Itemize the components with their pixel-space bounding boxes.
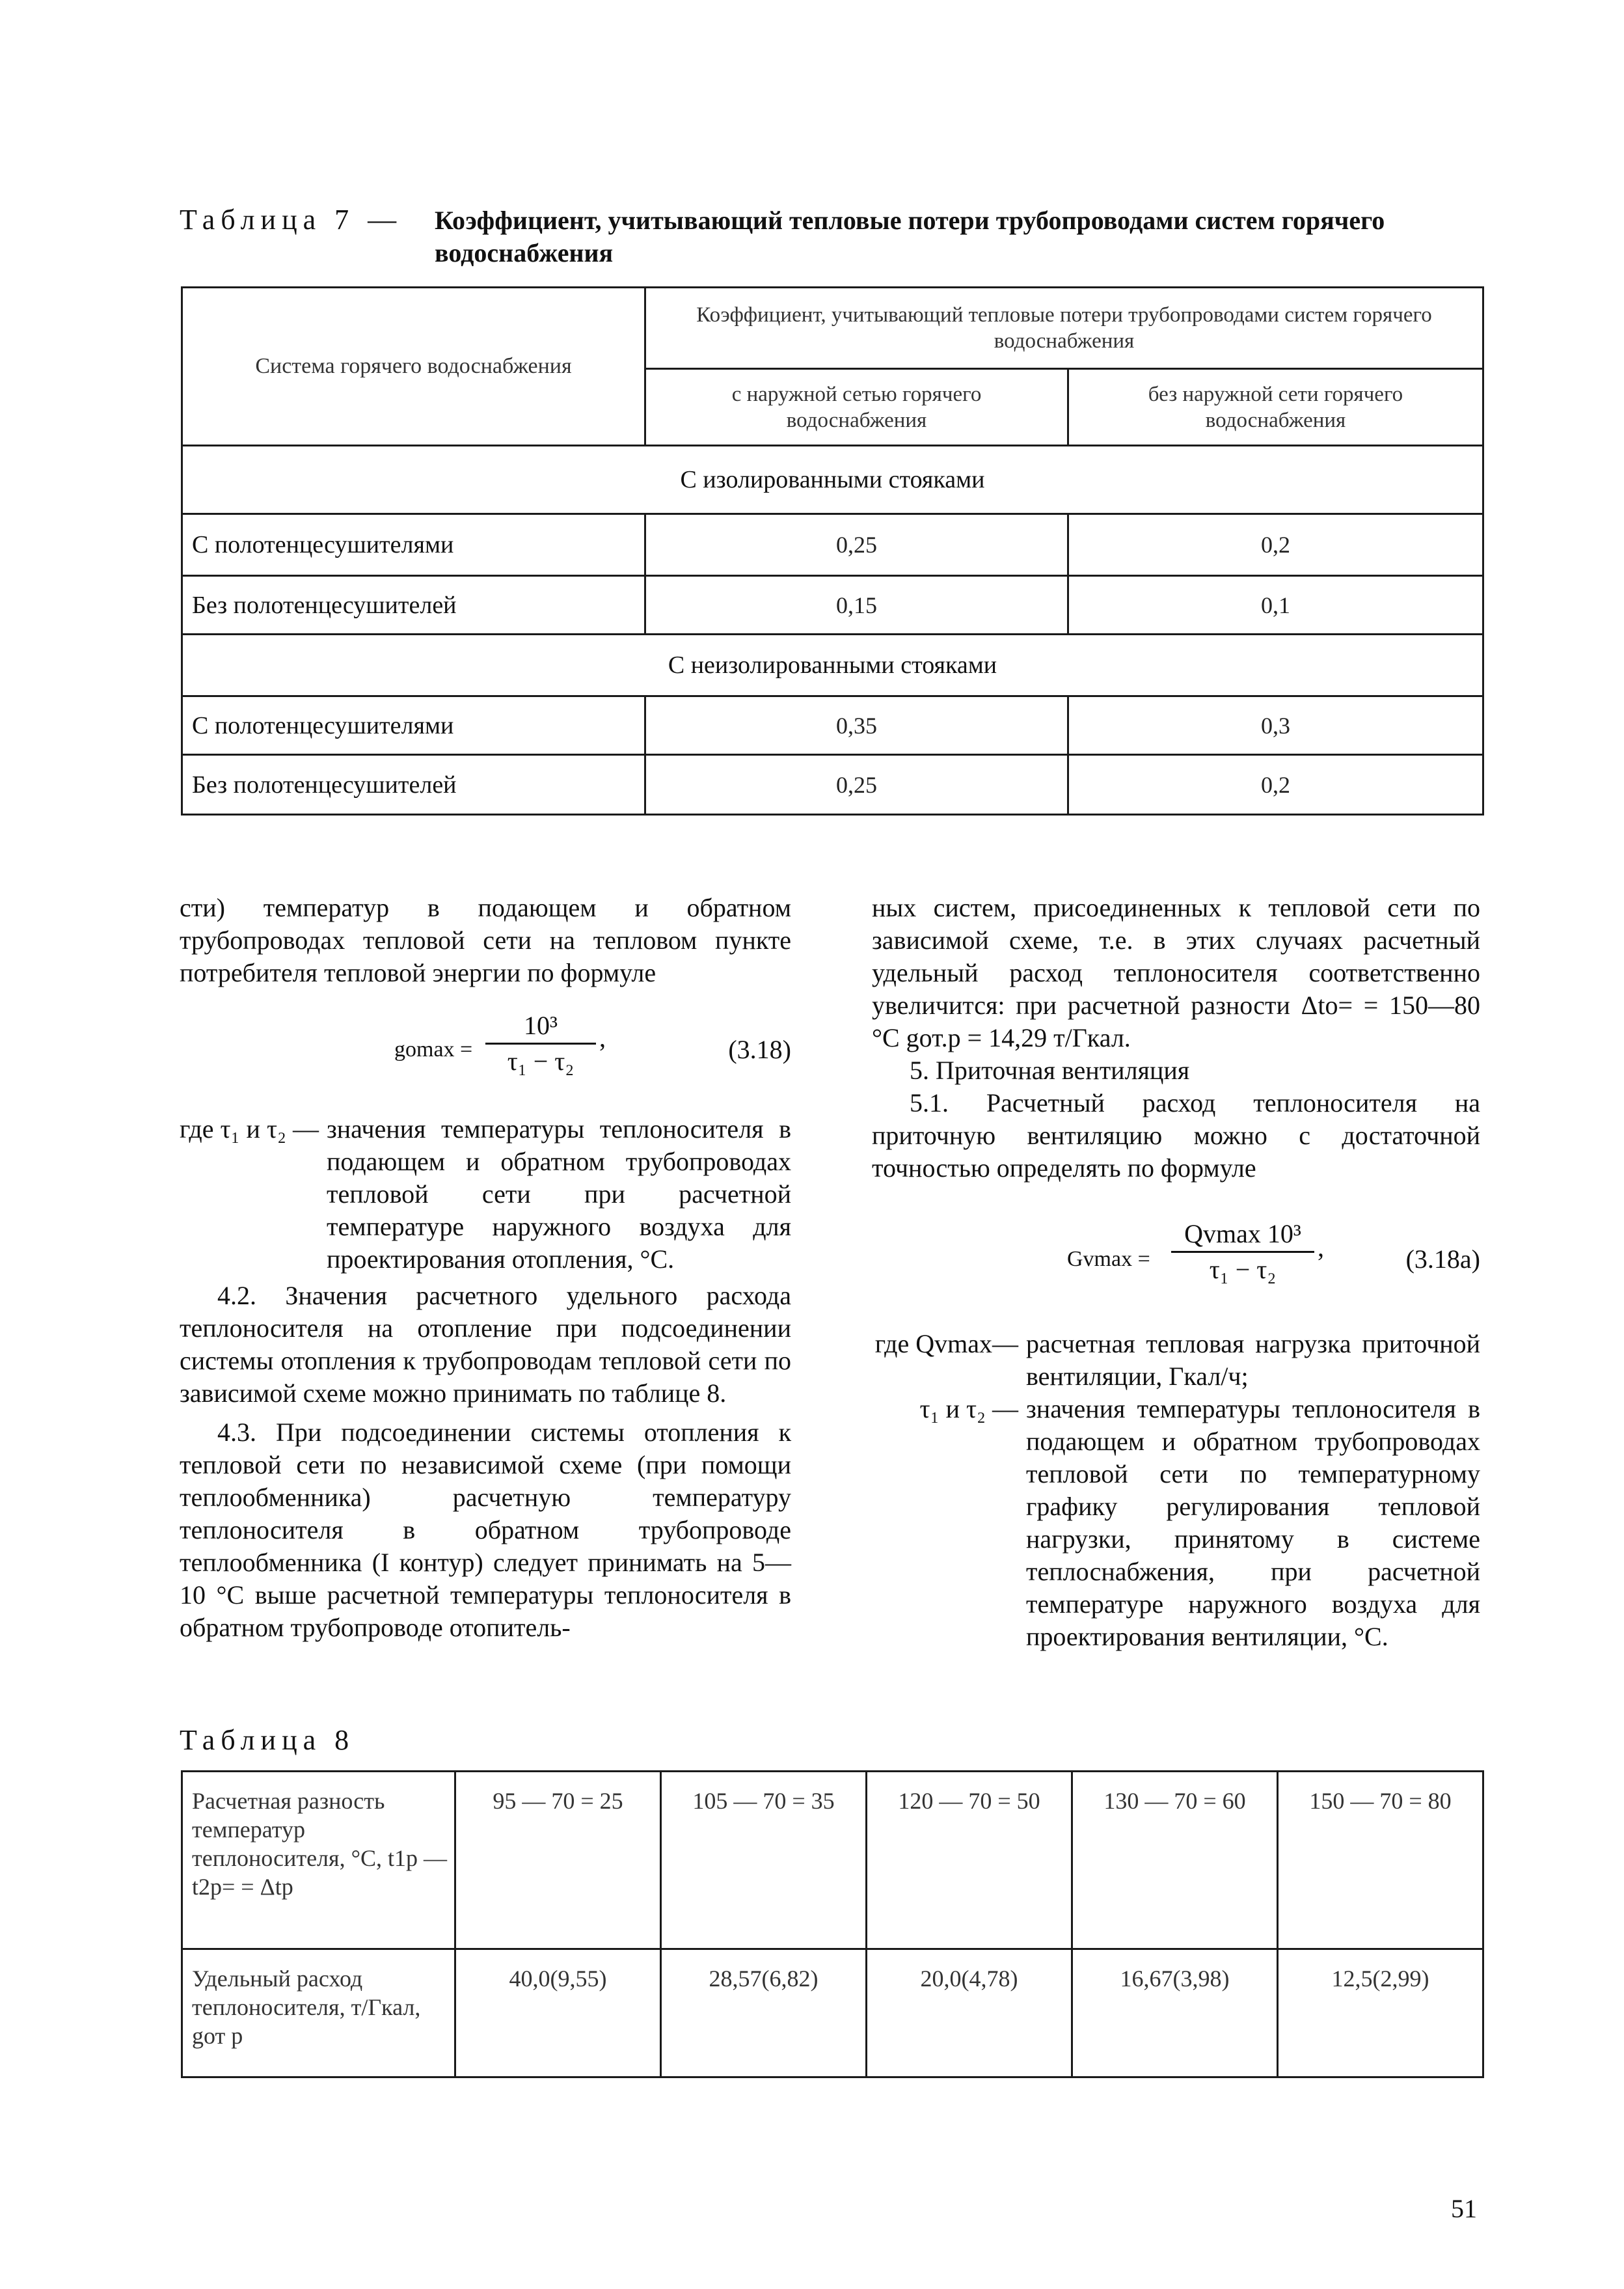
table7-cell-with: 0,15 bbox=[645, 576, 1068, 635]
table8-cell: 12,5(2,99) bbox=[1278, 1949, 1483, 2077]
where-definition: значения температуры теплоносителя в подающем и обратном трубопроводах тепловой сети по температурному графику регулирования тепловой нагрузки, принятому в системе теплоснабжения, при расчетной температуре наружного воздуха для проектирования вентиляции, °С. bbox=[1026, 1394, 1480, 1651]
table7-header-coef: Коэффициент, учитывающий тепловые потери трубопроводами систем горячего водоснабжения bbox=[645, 288, 1483, 369]
formula-lhs: gomax = bbox=[394, 1037, 473, 1062]
formula-number: (3.18а) bbox=[1405, 1244, 1480, 1274]
table7 bbox=[181, 286, 1484, 816]
table7-header-with: с наружной сетью горячего водоснабжения bbox=[645, 369, 1068, 446]
paragraph-4-2: 4.2. Значения расчетного удельного расхода теплоносителя на отопление при подсоединении системы отопления к трубопроводам тепловой сети по зависимой схеме можно принимать по таблице 8. bbox=[180, 1281, 791, 1408]
table7-cell-without: 0,2 bbox=[1068, 514, 1483, 576]
table7-label: Таблица 7 — bbox=[180, 204, 403, 236]
table7-cell-without: 0,3 bbox=[1068, 696, 1483, 755]
table7-row-label: С полотенцесушителями bbox=[182, 696, 645, 755]
where-definition: значения температуры теплоносителя в подающем и обратном трубопроводах тепловой сети при расчетной температуре наружного воздуха для проектирования отопления, °С. bbox=[326, 1114, 791, 1274]
formula-denominator: τ₁ − τ₂ bbox=[507, 1047, 575, 1076]
left-column bbox=[180, 892, 791, 1644]
table7-cell-without: 0,2 bbox=[1068, 755, 1483, 815]
formula-comma: , bbox=[599, 1023, 606, 1052]
formula-fraction bbox=[1171, 1217, 1314, 1287]
section-5-heading: 5. Приточная вентиляция bbox=[910, 1056, 1190, 1085]
table8-cell: 20,0(4,78) bbox=[867, 1949, 1072, 2077]
table8-cell: 16,67(3,98) bbox=[1072, 1949, 1278, 2077]
formula-lhs: Gvmax = bbox=[1067, 1247, 1150, 1271]
table8-cell: 120 — 70 = 50 bbox=[867, 1772, 1072, 1949]
table7-cell-without: 0,1 bbox=[1068, 576, 1483, 635]
table7-section-title: С неизолированными стояками bbox=[182, 635, 1483, 696]
where-clause bbox=[872, 1328, 1480, 1393]
table8-cell: 150 — 70 = 80 bbox=[1278, 1772, 1483, 1949]
where-clause bbox=[180, 1113, 791, 1276]
table8-cell: 28,57(6,82) bbox=[661, 1949, 867, 2077]
formula-numerator: 10³ bbox=[485, 1009, 596, 1045]
table7-row-label: Без полотенцесушителей bbox=[182, 576, 645, 635]
formula-3-18a bbox=[872, 1198, 1480, 1321]
page-number: 51 bbox=[1451, 2194, 1477, 2223]
right-column bbox=[872, 892, 1480, 1653]
table8-row-label: Удельный расход теплоносителя, т/Гкал, gот р bbox=[182, 1949, 455, 2077]
table8-cell: 95 — 70 = 25 bbox=[455, 1772, 661, 1949]
left-paragraph-intro: сти) температур в подающем и обратном трубопроводах тепловой сети на тепловом пункте потребителя тепловой энергии по формуле bbox=[180, 893, 791, 987]
table7-cell-with: 0,25 bbox=[645, 755, 1068, 815]
paragraph-5-1: 5.1. Расчетный расход теплоносителя на приточную вентиляцию можно с достаточной точностью определять по формуле bbox=[872, 1088, 1480, 1183]
table7-title: Коэффициент, учитывающий тепловые потери трубопроводами систем горячего водоснабжения bbox=[435, 206, 1385, 267]
where-definition: расчетная тепловая нагрузка приточной вентиляции, Гкал/ч; bbox=[1026, 1329, 1480, 1391]
right-paragraph-continuation: ных систем, присоединенных к тепловой сети по зависимой схеме, т.е. в этих случаях расчетный удельный расход теплоносителя соответственно увеличится: при расчетной разности Δtо= = 150—80 °С gот.р = 14,29 т/Гкал. bbox=[872, 893, 1480, 1052]
table8-row-label: Расчетная разность температур теплоносителя, °С, t1р — t2р= = Δtр bbox=[182, 1772, 455, 1949]
paragraph-4-3: 4.3. При подсоединении системы отопления к тепловой сети по независимой схеме (при помощи теплообменника) расчетную температуру теплоносителя в обратном трубопроводе теплообменника (I контур) следует принимать на 5—10 °С выше расчетной температуры теплоносителя в обратном трубопроводе отопитель- bbox=[180, 1418, 791, 1642]
where-term: где Qvmax— bbox=[874, 1329, 1018, 1358]
where-term: τ₁ и τ₂ — bbox=[919, 1394, 1018, 1423]
formula-numerator: Qvmax 10³ bbox=[1171, 1217, 1314, 1253]
formula-fraction bbox=[485, 1009, 596, 1078]
formula-comma: , bbox=[1318, 1233, 1324, 1262]
where-term: где τ₁ и τ₂ — bbox=[180, 1114, 319, 1144]
formula-denominator: τ₁ − τ₂ bbox=[1209, 1255, 1277, 1284]
table7-section-title: С изолированными стояками bbox=[182, 446, 1483, 514]
table7-cell-with: 0,35 bbox=[645, 696, 1068, 755]
table8 bbox=[181, 1770, 1484, 2078]
table8-label: Таблица 8 bbox=[180, 1724, 355, 1756]
table7-header-system: Система горячего водоснабжения bbox=[182, 288, 645, 446]
table7-cell-with: 0,25 bbox=[645, 514, 1068, 576]
formula-3-18 bbox=[180, 996, 791, 1106]
table8-cell: 40,0(9,55) bbox=[455, 1949, 661, 2077]
table7-header-without: без наружной сети горячего водоснабжения bbox=[1068, 369, 1483, 446]
table7-row-label: С полотенцесушителями bbox=[182, 514, 645, 576]
where-clause bbox=[872, 1393, 1480, 1653]
table7-row-label: Без полотенцесушителей bbox=[182, 755, 645, 815]
table8-cell: 105 — 70 = 35 bbox=[661, 1772, 867, 1949]
formula-number: (3.18) bbox=[728, 1035, 791, 1064]
table8-cell: 130 — 70 = 60 bbox=[1072, 1772, 1278, 1949]
